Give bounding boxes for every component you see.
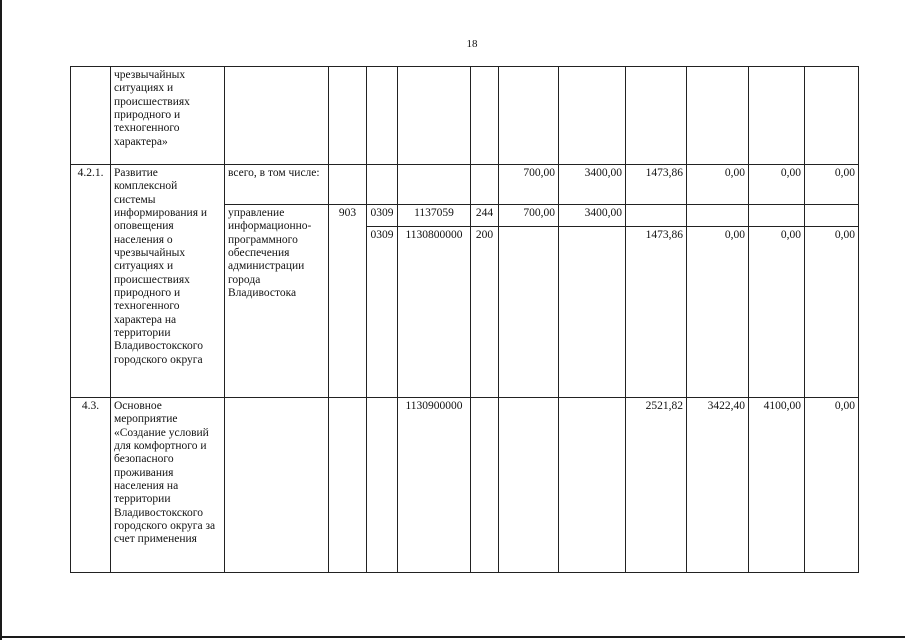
cell-num — [71, 67, 111, 165]
cell-value: 0,00 — [687, 227, 749, 398]
cell-value: 0,00 — [749, 165, 805, 205]
program-table — [70, 66, 859, 573]
cell-value: 0,00 — [805, 227, 859, 398]
table-row — [71, 165, 859, 205]
cell-value: 2521,82 — [626, 398, 687, 573]
cell-value: 0,00 — [805, 398, 859, 573]
cell-value: 3422,40 — [687, 398, 749, 573]
cell-vr: 200 — [471, 227, 499, 398]
cell-vr: 244 — [471, 205, 499, 227]
cell-event-name: Основное мероприятие «Создание условий для комфортного и безопасного проживания населения на территории Владивостокского городского округа за счет применения — [111, 398, 225, 573]
cell-num: 4.3. — [71, 398, 111, 573]
cell-value: 3400,00 — [559, 205, 626, 227]
cell-rzpr: 0309 — [367, 205, 398, 227]
page-number: 18 — [466, 38, 478, 50]
cell-value: 0,00 — [749, 227, 805, 398]
cell-value: 1473,86 — [626, 227, 687, 398]
cell-event-name: Развитие комплексной системы информирования и оповещения населения о чрезвычайных ситуациях и происшествиях природного и техногенного характера на территории Владивостокского городского округа — [111, 165, 225, 398]
cell-value: 4100,00 — [749, 398, 805, 573]
cell-csr: 1130800000 — [398, 227, 471, 398]
cell-value: 0,00 — [687, 165, 749, 205]
cell-value: 700,00 — [499, 205, 559, 227]
cell-value: 700,00 — [499, 165, 559, 205]
table-row — [71, 398, 859, 573]
scan-bottom-edge — [0, 636, 905, 638]
cell-value: 3400,00 — [559, 165, 626, 205]
cell-csr: 1137059 — [398, 205, 471, 227]
cell-event-name: чрезвычайных ситуациях и происшествиях природного и техногенного характера» — [111, 67, 225, 165]
table-row — [71, 67, 859, 165]
cell-total-label: всего, в том числе: — [225, 165, 329, 205]
cell-value: 0,00 — [805, 165, 859, 205]
cell-num: 4.2.1. — [71, 165, 111, 398]
cell-grbs: 903 — [329, 205, 367, 398]
cell-executor: управление информационно-программного обеспечения администрации города Владивостока — [225, 205, 329, 398]
cell-value: 1473,86 — [626, 165, 687, 205]
cell-rzpr: 0309 — [367, 227, 398, 398]
cell-csr: 1130900000 — [398, 398, 471, 573]
scan-left-edge — [0, 0, 2, 640]
